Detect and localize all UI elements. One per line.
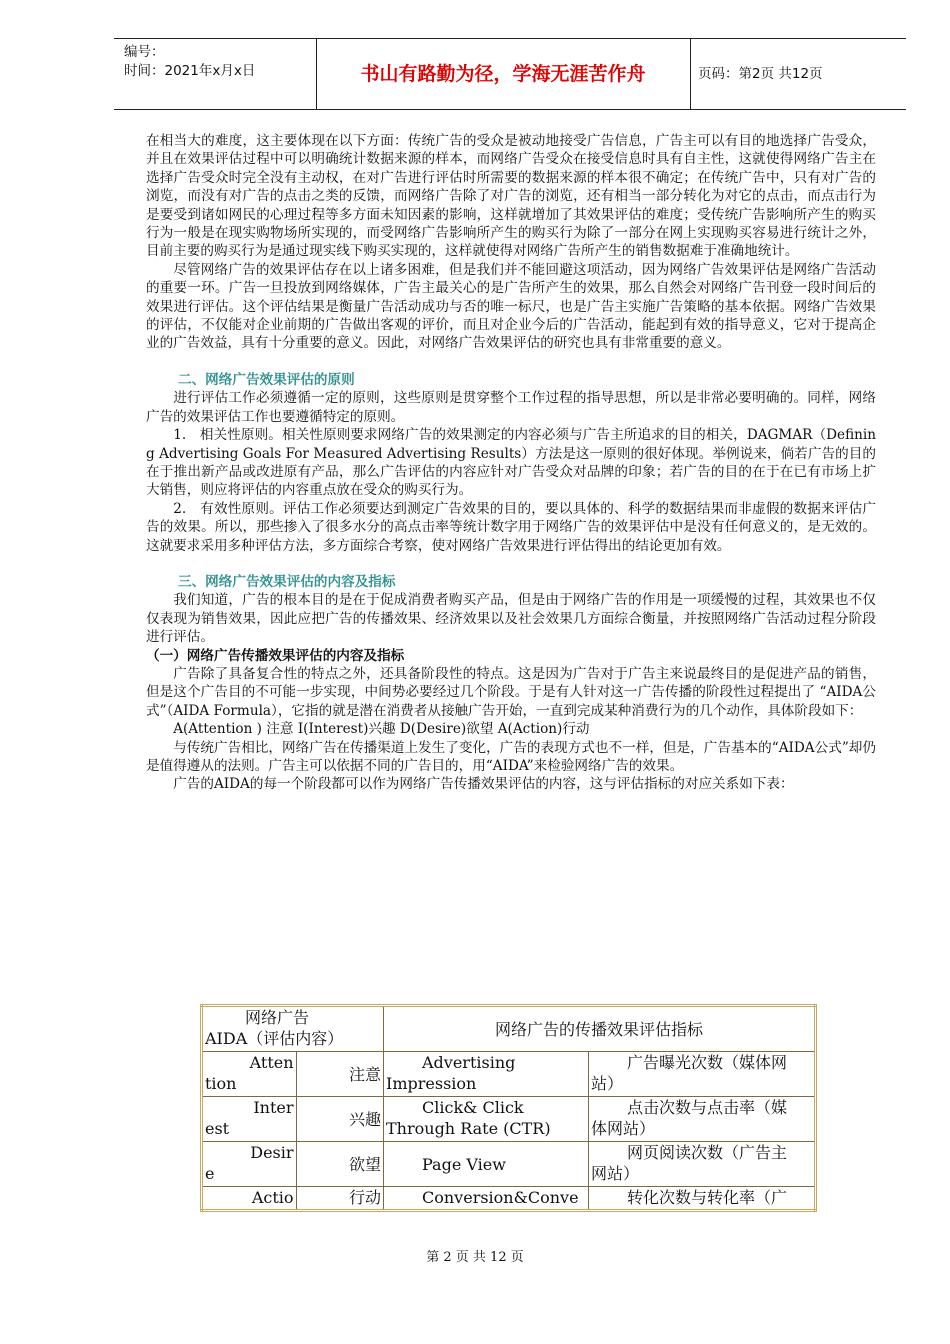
table-cell [589,1142,816,1187]
document-body [146,132,876,794]
table-header-row [202,1006,816,1052]
cell-line: 网站） [591,1164,640,1183]
cell-line: 体网站） [591,1119,656,1138]
table-row [202,1052,816,1097]
table-cell: 注意 [296,1052,383,1097]
subsection-heading: （一）网络广告传播效果评估的内容及指标 [146,647,405,664]
table-cell: Conversion&Conve [384,1187,589,1211]
table-cell: 行动 [296,1187,383,1211]
table-cell [202,1142,297,1187]
table-cell: 欲望 [296,1142,383,1187]
body-paragraph: 1. 相关性原则。相关性原则要求网络广告的效果测定的内容必须与广告主所追求的目的相关，DAGMAR（Defining Advertising Goals For Measured Advertising Results）方法是这一原则的很好体现。举例说来，倘若广告的目的在于推出新产品或改进原有产品，那么广告评估的内容应针对广告受众对品牌的印象；若广告的目的在于在已有市场上扩大销售，则应将评估的内容重点放在受众的购买行为。 [146,427,876,499]
header-page-info: 页码：第2页 共12页 [698,66,823,82]
cell-line: 广告曝光次数（媒体网 [627,1053,788,1072]
aida-metrics-table [200,1004,817,1212]
cell-line: Through Rate (CTR) [386,1119,551,1138]
cell-line: 站） [591,1074,624,1093]
time-label: 时间：2021年x月x日 [124,63,256,79]
cell-line: Inter [253,1098,294,1117]
table-cell: Page View [384,1142,589,1187]
body-paragraph: 在相当大的难度，这主要体现在以下方面：传统广告的受众是被动地接受广告信息，广告主可以有目的地选择广告受众，并且在效果评估过程中可以明确统计数据来源的样本，而网络广告受众在接受信息时具有自主性，这就使得网络广告主在选择广告受众时完全没有主动权，在对广告进行评估时所需要的数据来源的样本很不确定；在传统广告中，只有对广告的浏览，而没有对广告的点击之类的反馈，而网络广告除了对广告的浏览，还有相当一部分转化为对它的点击，而点击行为是要受到诸如网民的心理过程等多方面未知因素的影响，这样就增加了其效果评估的难度；受传统广告影响所产生的购买行为一般是在现实购物场所实现的，而受网络广告影响所产生的购买行为除了一部分在网上实现购买容易进行统计之外，目前主要的购买行为是通过现实线下购买实现的，这样就使得对网络广告所产生的销售数据难于准确地统计。 [146,133,876,260]
body-paragraph: 进行评估工作必须遵循一定的原则，这些原则是贯穿整个工作过程的指导思想，所以是非常必要明确的。同样，网络广告的效果评估工作也要遵循特定的原则。 [146,390,876,425]
header-left-line: AIDA（评估内容） [205,1029,344,1048]
cell-line: tion [205,1074,237,1093]
table-cell [202,1052,297,1097]
table-cell [384,1052,589,1097]
body-paragraph: 与传统广告相比，网络广告在传播渠道上发生了变化，广告的表现方式也不一样，但是，广告基本的“AIDA公式”却仍是值得遵从的法则。广告主可以依据不同的广告目的，用“AIDA”来检验网络广告的效果。 [146,739,876,774]
table-cell [384,1097,589,1142]
cell-line: Click& Click [422,1098,524,1117]
number-label: 编号： [124,44,165,60]
table-row [202,1187,816,1211]
cell-line: Impression [386,1074,477,1093]
table-header-cell: 网络广告的传播效果评估指标 [384,1006,816,1052]
cell-line: est [205,1119,230,1138]
table-row [202,1097,816,1142]
cell-line: Advertising [422,1053,516,1072]
table-header-cell [202,1006,384,1052]
body-paragraph: 广告的AIDA的每一个阶段都可以作为网络广告传播效果评估的内容，这与评估指标的对应关系如下表： [173,776,794,793]
header-divider [690,39,691,109]
table-cell [202,1187,297,1211]
body-paragraph: 尽管网络广告的效果评估存在以上诸多困难，但是我们并不能回避这项活动，因为网络广告效果评估是网络广告活动的重要一环。广告一旦投放到网络媒体，广告主最关心的是广告所产生的效果，那么自然会对网络广告刊登一段时间后的效果进行评估。这个评估结果是衡量广告活动成功与否的唯一标尺，也是广告主实施广告策略的基本依据。网络广告效果的评估，不仅能对企业前期的广告做出客观的评价，而且对企业今后的广告活动，能起到有效的指导意义，它对于提高企业的广告效益，具有十分重要的意义。因此，对网络广告效果评估的研究也具有非常重要的意义。 [146,261,876,352]
body-paragraph: 广告除了具备复合性的特点之外，还具备阶段性的特点。这是因为广告对于广告主来说最终目的是促进产品的销售，但是这个广告目的不可能一步实现，中间势必要经过几个阶段。于是有人针对这一广告传播的阶段性过程提出了 “AIDA公式”（AIDA Formula），它指的就是潜在消费者从接触广告开始，一直到完成某种消费行为的几个动作，具体阶段如下： [146,665,876,719]
section-heading: 三、网络广告效果评估的内容及指标 [178,573,396,590]
cell-line: 点击次数与点击率（媒 [627,1098,788,1117]
cell-line: Desir [250,1143,294,1162]
body-paragraph: 我们知道，广告的根本目的是在于促成消费者购买产品，但是由于网络广告的作用是一项缓慢的过程，其效果也不仅仅表现为销售效果，因此应把广告的传播效果、经济效果以及社会效果几方面综合衡量，并按照网络广告活动过程分阶段进行评估。 [146,592,876,646]
cell-line: e [205,1164,215,1183]
cell-line: Atten [249,1053,294,1072]
aida-formula-line: A(Attention ) 注意 I(Interest)兴趣 D(Desire)欲望 A(Action)行动 [173,721,590,738]
header-left-line: 网络广告 [245,1008,310,1027]
table-cell [589,1052,816,1097]
page-header [114,38,906,110]
header-slogan: 书山有路勤为径，学海无涯苦作舟 [360,63,646,85]
body-paragraph: 2. 有效性原则。评估工作必须要达到测定广告效果的目的，要以具体的、科学的数据结果而非虚假的数据来评估广告的效果。所以，那些掺入了很多水分的高点击率等统计数字用于网络广告的效果评估中是没有任何意义的，是无效的。这就要求采用多种评估方法，多方面综合考察，使对网络广告效果进行评估得出的结论更加有效。 [146,500,876,554]
table-row [202,1142,816,1187]
table-cell: 兴趣 [296,1097,383,1142]
table-cell [202,1097,297,1142]
header-meta [124,43,255,81]
table-cell [589,1097,816,1142]
cell-line: 网页阅读次数（广告主 [627,1143,788,1162]
page-footer: 第 2 页 共 12 页 [426,1250,524,1265]
table-cell: 转化次数与转化率（广 [589,1187,816,1211]
cell-line: Actio [251,1188,294,1207]
section-heading: 二、网络广告效果评估的原则 [178,371,355,388]
